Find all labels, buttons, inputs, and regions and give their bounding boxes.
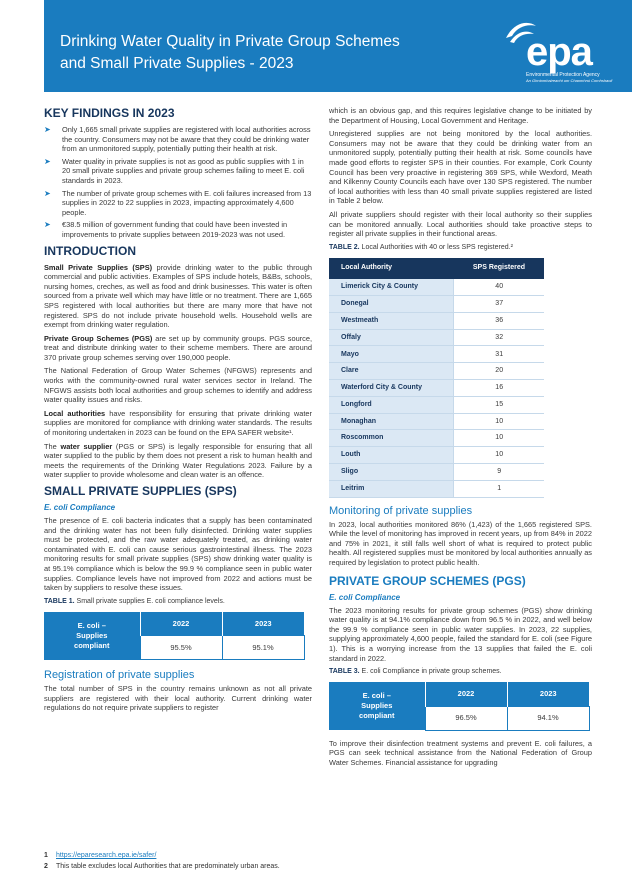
compliance-value: 95.5% bbox=[140, 636, 222, 660]
safer-website-link[interactable]: https://eparesearch.epa.ie/safer/ bbox=[56, 852, 157, 859]
intro-text: The bbox=[44, 441, 61, 451]
authority-name: Westmeath bbox=[329, 312, 454, 329]
row-label bbox=[44, 612, 140, 660]
finding-item bbox=[44, 125, 312, 154]
title-line-1: Drinking Water Quality in Private Group Schemes bbox=[60, 33, 400, 50]
table-row bbox=[329, 463, 544, 480]
key-findings-heading: KEY FINDINGS IN 2023 bbox=[44, 106, 175, 120]
term-sps: Small Private Supplies (SPS) bbox=[44, 262, 153, 272]
finding-item bbox=[44, 220, 312, 239]
intro-paragraph-supplier bbox=[44, 442, 312, 480]
sps-count: 15 bbox=[454, 396, 544, 413]
title-line-2: and Small Private Supplies - 2023 bbox=[60, 55, 294, 72]
authority-name: Donegal bbox=[329, 296, 454, 313]
compliance-value: 95.1% bbox=[222, 636, 304, 660]
compliance-value: 96.5% bbox=[425, 706, 507, 730]
table-row bbox=[329, 329, 544, 346]
finding-item bbox=[44, 157, 312, 186]
table-label: TABLE 2. bbox=[329, 243, 360, 251]
table-row bbox=[329, 279, 544, 296]
table-row bbox=[329, 346, 544, 363]
sps-paragraph: The presence of E. coli bacteria indicates that a supply has been contaminated and the drinking water has not been fully disinfected. Drinking water supplies must be protected, and the raw water adequately treated, as drinking water contaminated with E. coli can cause serious gastrointestinal illness. The 2023 monitoring results for small private supplies (SPS) show drinking water quality is at 95.1% compliance which is below the 99.9 % compliance seen in public water supplies. Compliance levels have not improved from 2022 and actions must be taken by suppliers to resolve these issues. bbox=[44, 516, 312, 593]
table-row bbox=[329, 363, 544, 380]
epa-logo bbox=[466, 14, 616, 84]
logo-subtitle-en: Environmental Protection Agency bbox=[526, 72, 600, 78]
table-row bbox=[329, 447, 544, 464]
monitoring-paragraph: In 2023, local authorities monitored 86% (1,423) of the 1,665 registered SPS. While the level of monitoring has improved in recent years, up from 84% in 2022 and 75% in 2021, it still falls well short of what is required to protect public health. All registered supplies must be monitored by local authorities annually as required by legislation to protect public health. bbox=[329, 519, 592, 567]
authority-name: Roscommon bbox=[329, 430, 454, 447]
table-row bbox=[329, 312, 544, 329]
sps-count: 10 bbox=[454, 413, 544, 430]
right-column bbox=[329, 106, 592, 771]
arrow-bullet-icon: ➤ bbox=[44, 156, 51, 166]
key-findings-list bbox=[44, 125, 312, 240]
authority-name: Clare bbox=[329, 363, 454, 380]
authority-name: Monaghan bbox=[329, 413, 454, 430]
authority-name: Waterford City & County bbox=[329, 380, 454, 397]
authority-name: Mayo bbox=[329, 346, 454, 363]
footnote-number: 2 bbox=[44, 863, 48, 870]
row-label-line: Supplies bbox=[76, 630, 108, 640]
table-row bbox=[329, 413, 544, 430]
intro-text: have responsibility for ensuring that private drinking water supplies are monitored for compliance with drinking water standards. The results of monitoring undertaken in 2023 can be found on the EPA SAFER website¹. bbox=[44, 408, 312, 438]
finding-text: €38.5 million of government funding that could have been invested in improvements to private supplies between 2019-2023 was not used. bbox=[62, 220, 288, 239]
pgs-paragraph-2: To improve their disinfection treatment systems and prevent E. coli failures, a PGS can seek technical assistance from the National Federation of Group Water Schemes. Financial assistance for upgrading bbox=[329, 738, 592, 767]
logo-word: epa bbox=[526, 30, 592, 74]
arrow-bullet-icon: ➤ bbox=[44, 220, 51, 230]
finding-text: Water quality in private supplies is not as good as public supplies with 1 in 20 small private supplies and private group schemes failing to meet E. coli standards in 2023. bbox=[62, 156, 305, 185]
sps-count: 9 bbox=[454, 463, 544, 480]
footnotes bbox=[44, 850, 592, 872]
table1-caption bbox=[44, 597, 312, 606]
year-header: 2023 bbox=[222, 612, 304, 636]
registration-paragraph-3: All private suppliers should register with their local authority so their supplies can be monitored annually. Local authorities should take proactive steps to register all private supplies in their functional areas. bbox=[329, 209, 592, 239]
term-local-authorities: Local authorities bbox=[44, 408, 106, 418]
table-row bbox=[329, 430, 544, 447]
finding-text: The number of private group schemes with E. coli failures increased from 13 supplies in 2022 to 22 supplies in 2023, impacting approximately 4,600 people. bbox=[62, 188, 312, 217]
intro-text: (PGS or SPS) is legally responsible for ensuring that all water supplied to the public by them does not present a risk to human health and meets the requirements of the Drinking Water Regulations 2023. Failure by a water supplier to provide wholesome and clean water is an offence. bbox=[44, 441, 312, 480]
authority-name: Louth bbox=[329, 447, 454, 464]
table-row bbox=[329, 380, 544, 397]
row-label-line: E. coli – bbox=[77, 620, 106, 630]
table3-pgs-compliance bbox=[329, 682, 590, 731]
table2-local-authorities bbox=[329, 258, 544, 498]
column-header-sps: SPS Registered bbox=[454, 258, 544, 279]
intro-paragraph-la bbox=[44, 409, 312, 438]
intro-paragraph-sps bbox=[44, 263, 312, 330]
table3-caption bbox=[329, 667, 592, 676]
registration-paragraph-1: The total number of SPS in the country remains unknown as not all private suppliers are registered with their local authority. Current drinking water regulations do not require private suppliers to register bbox=[44, 684, 312, 713]
intro-paragraph-pgs bbox=[44, 334, 312, 363]
table-caption-text: Local Authorities with 40 or less SPS registered.² bbox=[359, 243, 513, 251]
column-header-authority: Local Authority bbox=[329, 258, 454, 279]
sps-count: 40 bbox=[454, 279, 544, 296]
sps-count: 16 bbox=[454, 380, 544, 397]
sps-count: 10 bbox=[454, 430, 544, 447]
authority-name: Limerick City & County bbox=[329, 279, 454, 296]
table-row bbox=[329, 480, 544, 497]
row-label-line: compliant bbox=[74, 640, 110, 650]
table-row bbox=[329, 296, 544, 313]
sps-count: 31 bbox=[454, 346, 544, 363]
finding-text: Only 1,665 small private supplies are registered with local authorities across the country. Consumers may not be aware that they could be drinking water from an unmonitored supply, potentially putting their health at risk. bbox=[62, 125, 311, 154]
intro-paragraph-nfgws: The National Federation of Group Water Schemes (NFGWS) represents and works with the community-owned rural water services sector in Ireland. The NFGWS assists both local authorities and group schemes to identify and address water quality issues and risks. bbox=[44, 366, 312, 405]
authority-name: Offaly bbox=[329, 329, 454, 346]
authority-name: Leitrim bbox=[329, 480, 454, 497]
sps-count: 32 bbox=[454, 329, 544, 346]
table-label: TABLE 1. bbox=[44, 597, 75, 605]
row-label-line: E. coli – bbox=[362, 691, 391, 701]
year-header: 2023 bbox=[507, 682, 589, 706]
table-caption-text: Small private supplies E. coli compliance levels. bbox=[74, 597, 225, 605]
authority-name: Sligo bbox=[329, 463, 454, 480]
term-pgs: Private Group Schemes (PGS) bbox=[44, 333, 153, 343]
sps-count: 1 bbox=[454, 480, 544, 497]
arrow-bullet-icon: ➤ bbox=[44, 188, 51, 198]
table-caption-text: E. coli Compliance in private group schemes. bbox=[359, 668, 502, 676]
pgs-paragraph: The 2023 monitoring results for private group schemes (PGS) show drinking water quality is at 94.1% compliance down from 96.5 % in 2022, and well below the 99.9 % compliance seen in public water supplies. In 2023, 22 supplies, supplying approximately 4,600 people, failed the standard for E. coli (see Figure 1). This is a worrying increase from the 13 supplies that failed the E. coli standard in 2022. bbox=[329, 605, 592, 663]
finding-item bbox=[44, 189, 312, 218]
table1-sps-compliance bbox=[44, 612, 305, 661]
introduction-heading: INTRODUCTION bbox=[44, 243, 136, 258]
logo-subtitle-ga: An Ghníomhaireacht um Chaomhnú Comhshaoil bbox=[526, 78, 613, 83]
row-label bbox=[329, 682, 425, 730]
year-header: 2022 bbox=[140, 612, 222, 636]
row-label-line: Supplies bbox=[361, 701, 393, 711]
page-title bbox=[60, 31, 440, 75]
monitoring-heading: Monitoring of private supplies bbox=[329, 504, 473, 517]
sps-count: 36 bbox=[454, 312, 544, 329]
footnote-text: This table excludes local Authorities that are predominately urban areas. bbox=[56, 863, 280, 870]
table-row bbox=[329, 396, 544, 413]
sps-count: 20 bbox=[454, 363, 544, 380]
pgs-heading: PRIVATE GROUP SCHEMES (PGS) bbox=[329, 573, 526, 588]
intro-text: are set up by community groups. PGS source, treat and distribute drinking water to their scheme members. There are around 370 private group schemes serving over 190,000 people. bbox=[44, 333, 313, 362]
term-water-supplier: water supplier bbox=[60, 441, 113, 451]
year-header: 2022 bbox=[425, 682, 507, 706]
registration-heading: Registration of private supplies bbox=[44, 669, 195, 682]
footnote-1 bbox=[44, 850, 592, 861]
footnote-2 bbox=[44, 861, 592, 872]
sps-heading: SMALL PRIVATE SUPPLIES (SPS) bbox=[44, 484, 237, 498]
table-label: TABLE 3. bbox=[329, 668, 360, 676]
sps-count: 37 bbox=[454, 296, 544, 313]
left-column bbox=[44, 106, 312, 717]
compliance-value: 94.1% bbox=[507, 706, 589, 730]
pgs-subheading: E. coli Compliance bbox=[329, 592, 401, 602]
header-banner bbox=[44, 0, 632, 92]
sps-count: 10 bbox=[454, 447, 544, 464]
intro-text: provide drinking water to the public through commercial and public activities. Examples of SPS include hotels, B&Bs, schools, nursing homes, creches, as well as food and drink businesses. This water is often sourced from a private well which may have little or no treatment. There are 1,665 SPS registered with local authorities but there are many more that have not registered. SPS do not include private household wells. Household wells are exempt from drinking water regulation. bbox=[44, 262, 312, 330]
registration-paragraph-2: Unregistered supplies are not being monitored by the local authorities. Consumers may not be aware that they could be drinking water from an unmonitored supply, potentially putting their health at risk. Some councils have made good efforts to register SPS in their counties. For example, Cork County Council has been very proactive in registering 369 SPS, while Wexford, Meath and Kilkenny County Councils each have over 130 SPS registered. The number of local authorities with less than 40 small private supplies registered are listed in Table 2 below. bbox=[329, 129, 592, 206]
sps-subheading: E. coli Compliance bbox=[44, 503, 116, 512]
row-label-line: compliant bbox=[359, 711, 395, 721]
arrow-bullet-icon: ➤ bbox=[44, 125, 51, 134]
authority-name: Longford bbox=[329, 396, 454, 413]
table2-caption bbox=[329, 243, 592, 252]
footnote-number: 1 bbox=[44, 852, 48, 859]
registration-paragraph-1-cont: which is an obvious gap, and this requires legislative change to be initiated by the Department of Housing, Local Government and Heritage. bbox=[329, 106, 592, 125]
